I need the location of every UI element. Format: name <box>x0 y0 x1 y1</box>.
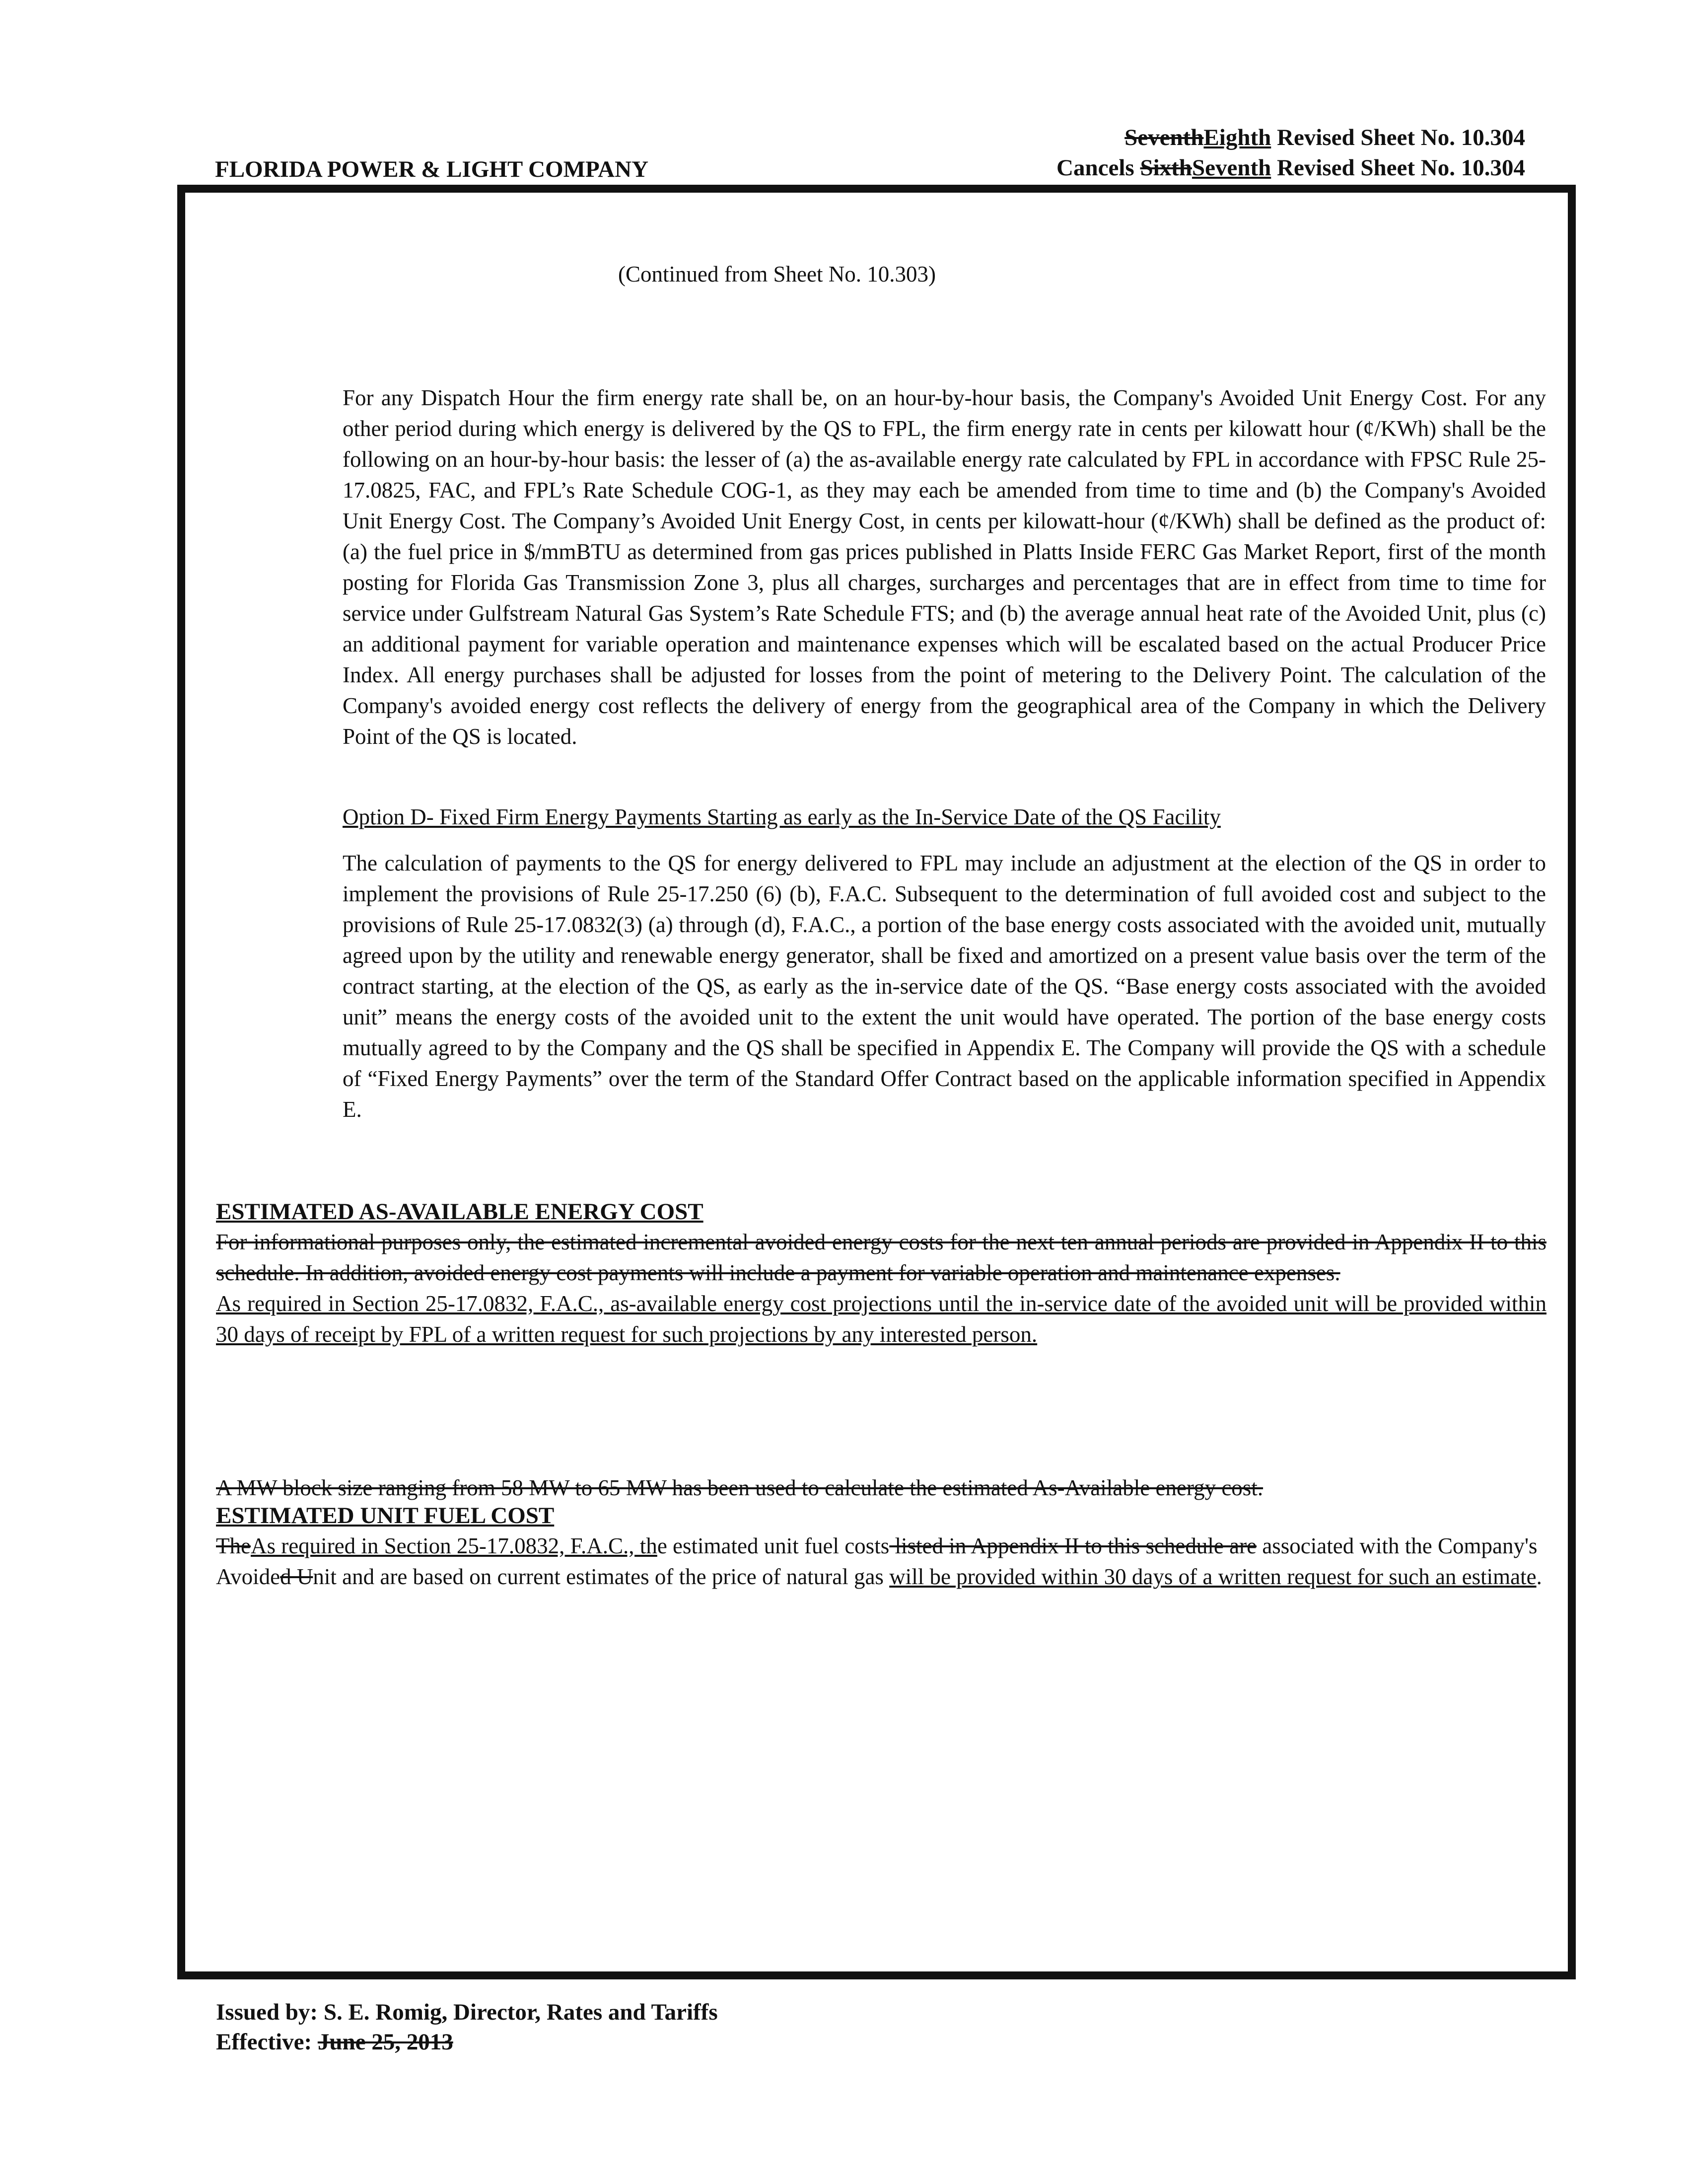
unit-fuel-text <box>216 1530 1546 1592</box>
effective-label: Effective: <box>216 2029 312 2055</box>
sheet-number-text: Revised Sheet No. 10.304 <box>1271 125 1525 150</box>
header-line-2 <box>1056 153 1525 183</box>
new-cancel-revision: Seventh <box>1192 155 1271 181</box>
issued-by-value: S. E. Romig, Director, Rates and Tariffs <box>323 1999 718 2025</box>
fuel-text-5: . <box>1536 1564 1542 1589</box>
company-name: FLORIDA POWER & LIGHT COMPANY <box>215 156 649 182</box>
fuel-ins-2: will be provided within 30 days of a written request for such an estimate <box>889 1564 1537 1589</box>
fixed-energy-payments-paragraph: The calculation of payments to the QS for energy delivered to FPL may include an adjustment at the election of the QS in order to implement the provisions of Rule 25-17.250 (6) (b), F.A.C. Subsequent to the determination of full avoided cost and subject to the provisions of Rule 25-17.0832(3) (a) through (d), F.A.C., a portion of the base energy costs associated with the avoided unit, mutually agreed upon by the utility and renewable energy generator, shall be fixed and amortized on a present value basis over the term of the contract starting, at the election of the QS, as early as the in-service date of the QS. “Base energy costs associated with the avoided unit” means the energy costs of the avoided unit to the extent the unit would have operated. The portion of the base energy costs mutually agreed to by the Company and the QS shall be specified in Appendix E. The Company will provide the QS with a schedule of “Fixed Energy Payments” over the term of the Standard Offer Contract based on the applicable information specified in Appendix E. <box>343 851 1546 1122</box>
old-cancel-revision: Sixth <box>1140 155 1192 181</box>
fuel-text-4: nit and are based on current estimates of the price of natural gas <box>313 1564 890 1589</box>
fuel-text-2: estimated unit fuel costs <box>667 1533 890 1558</box>
as-available-title: ESTIMATED AS-AVAILABLE ENERGY COST <box>216 1199 703 1225</box>
effective-line <box>216 2027 453 2057</box>
estimated-as-available-section <box>216 1197 1546 1350</box>
fuel-ins-1: As required in Section 25-17.0832, F.A.C., th <box>250 1533 657 1558</box>
old-sheet-revision: Seventh <box>1124 125 1204 150</box>
mw-block-struck-text: A MW block size ranging from 58 MW to 65 MW has been used to calculate the estimated As-Available energy cost. <box>216 1475 1264 1500</box>
firm-energy-rate-paragraph: For any Dispatch Hour the firm energy rate shall be, on an hour-by-hour basis, the Company's Avoided Unit Energy Cost. For any other period during which energy is delivered by the QS to FPL, the firm energy rate in cents per kilowatt hour (¢/KWh) shall be the following on an hour-by-hour basis: the lesser of (a) the as-available energy rate calculated by FPL in accordance with FPSC Rule 25-17.0825, FAC, and FPL’s Rate Schedule COG-1, as they may each be amended from time to time and (b) the Company's Avoided Unit Energy Cost. The Company’s Avoided Unit Energy Cost, in cents per kilowatt-hour (¢/KWh) shall be defined as the product of: (a) the fuel price in $/mmBTU as determined from gas prices published in Platts Inside FERC Gas Market Report, first of the month posting for Florida Gas Transmission Zone 3, plus all charges, surcharges and percentages that are in effect from time to time for service under Gulfstream Natural Gas System’s Rate Schedule FTS; and (b) the average annual heat rate of the Avoided Unit, plus (c) an additional payment for variable operation and maintenance expenses which will be escalated based on the actual Producer Price Index. All energy purchases shall be adjusted for losses from the point of metering to the Delivery Point. The calculation of the Company's avoided energy cost reflects the delivery of energy from the geographical area of the Company in which the Delivery Point of the QS is located. <box>343 385 1546 749</box>
unit-fuel-title: ESTIMATED UNIT FUEL COST <box>216 1503 555 1529</box>
as-available-inserted-text: As required in Section 25-17.0832, F.A.C., as-available energy cost projections until the in-service date of the avoided unit will be provided within 30 days of receipt by FPL of a written request for such projections by any interested person. <box>216 1291 1546 1347</box>
cancels-prefix: Cancels <box>1056 155 1140 181</box>
continued-note: (Continued from Sheet No. 10.303) <box>618 262 936 287</box>
issued-by-line <box>216 1997 718 2027</box>
header-line-1 <box>1124 123 1525 152</box>
as-available-struck-text: For informational purposes only, the estimated incremental avoided energy costs for the next ten annual periods are provided in Appendix II to this schedule. In addition, avoided energy cost payments will include a payment for variable operation and maintenance expenses. <box>216 1230 1546 1285</box>
fuel-text-3: associated with the Company's Avoide <box>216 1533 1538 1589</box>
fuel-del-3: d U <box>280 1564 313 1589</box>
effective-struck-date: June 25, 2013 <box>317 2029 453 2055</box>
issued-by-label: Issued by: <box>216 1999 318 2025</box>
new-sheet-revision: Eighth <box>1203 125 1271 150</box>
fuel-del-2: listed in Appendix II to this schedule are <box>889 1533 1257 1558</box>
fuel-del-1: The <box>216 1533 251 1558</box>
fuel-text-1: e <box>657 1533 667 1558</box>
estimated-unit-fuel-section <box>216 1501 1546 1592</box>
cancel-sheet-number-text: Revised Sheet No. 10.304 <box>1271 155 1525 181</box>
option-d-heading: Option D- Fixed Firm Energy Payments Starting as early as the In-Service Date of the QS Facility <box>343 804 1221 829</box>
